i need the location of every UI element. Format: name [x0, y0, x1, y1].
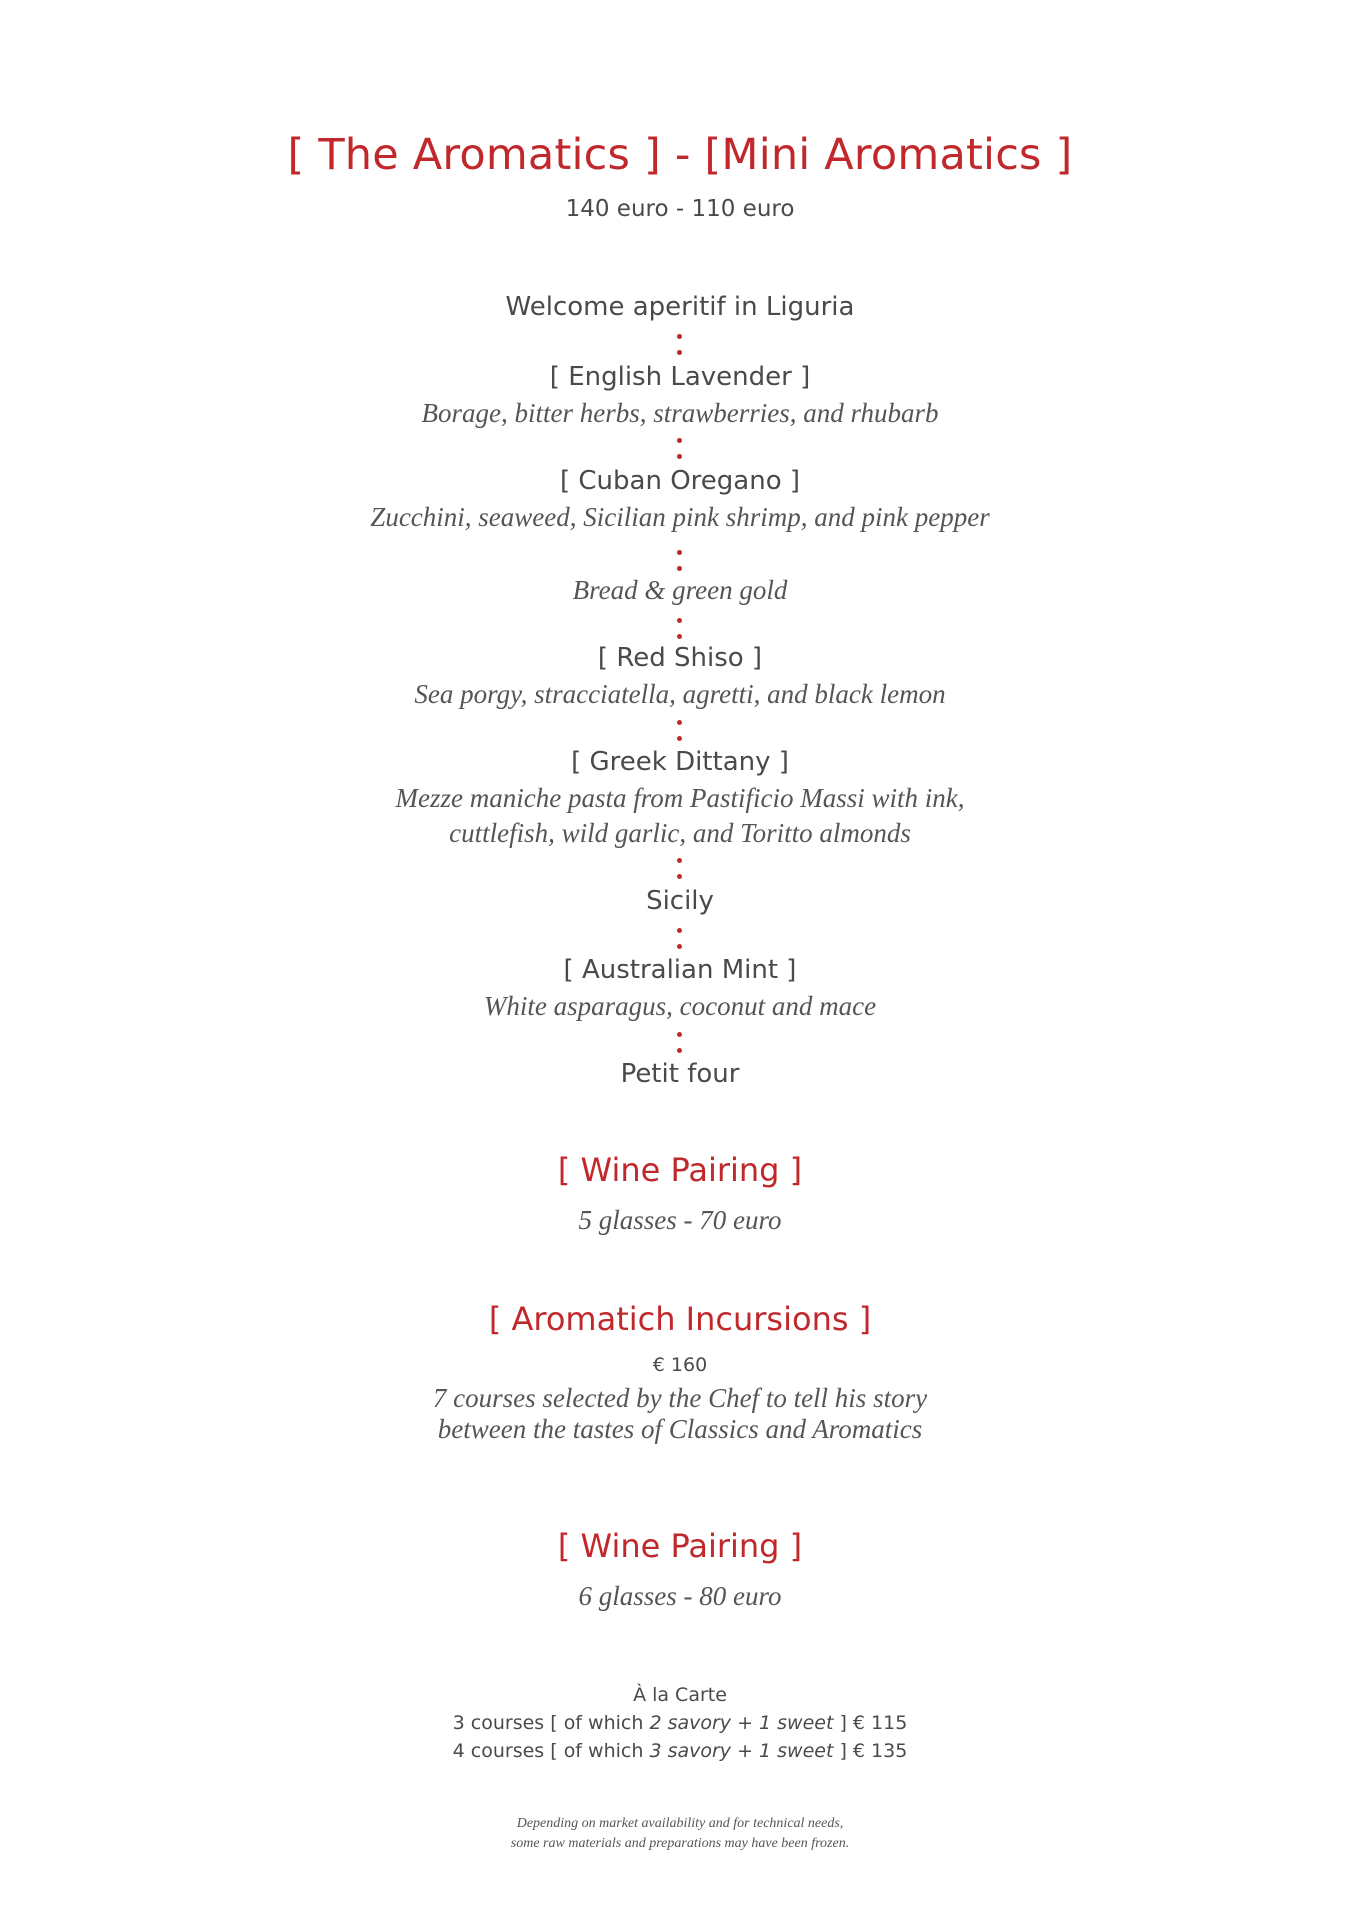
- course-english-lavender-desc: Borage, bitter herbs, strawberries, and rhubarb: [421, 398, 939, 428]
- incursions-desc-2: between the tastes of Classics and Aromatics: [437, 1414, 923, 1444]
- wine-pairing-detail: 5 glasses - 70 euro: [578, 1205, 782, 1235]
- incursions-desc-1: 7 courses selected by the Chef to tell his story: [432, 1383, 928, 1413]
- footnote-line-1: Depending on market availability and for technical needs,: [516, 1816, 844, 1831]
- incursions-price: € 160: [652, 1354, 708, 1376]
- course-australian-mint-desc: White asparagus, coconut and mace: [483, 991, 877, 1021]
- a-la-carte-row-1-pre: 3 courses [ of which: [452, 1712, 650, 1734]
- course-greek-dittany-desc-2: cuttlefish, wild garlic, and Toritto almonds: [449, 818, 911, 848]
- a-la-carte-row-2: [0, 1740, 1360, 1762]
- course-australian-mint: [ Australian Mint ]: [563, 955, 797, 985]
- course-greek-dittany: [ Greek Dittany ]: [571, 747, 789, 777]
- welcome-aperitif: Welcome aperitif in Liguria: [505, 292, 855, 322]
- course-petit-four: Petit four: [620, 1059, 740, 1089]
- course-cuban-oregano: [ Cuban Oregano ]: [559, 466, 801, 496]
- bread-course: Bread & green gold: [572, 575, 788, 605]
- a-la-carte-row-2-italic: 3 savory + 1 sweet: [649, 1740, 834, 1762]
- incursions-title: [ Aromatich Incursions ]: [488, 1300, 872, 1338]
- footnote-line-2: some raw materials and preparations may have been frozen.: [510, 1836, 850, 1851]
- course-sicily: Sicily: [646, 886, 714, 916]
- course-red-shiso-desc: Sea porgy, stracciatella, agretti, and black lemon: [414, 679, 946, 709]
- a-la-carte-row-1-post: ] € 115: [833, 1712, 908, 1734]
- wine-pairing-title-2: [ Wine Pairing ]: [557, 1527, 803, 1565]
- course-cuban-oregano-desc: Zucchini, seaweed, Sicilian pink shrimp, and pink pepper: [370, 502, 990, 532]
- menu-title: [ The Aromatics ] - [Mini Aromatics ]: [287, 130, 1073, 180]
- a-la-carte-title: À la Carte: [633, 1684, 727, 1706]
- menu-price: 140 euro - 110 euro: [565, 196, 795, 222]
- wine-pairing-detail-2: 6 glasses - 80 euro: [578, 1581, 782, 1611]
- course-greek-dittany-desc-1: Mezze maniche pasta from Pastificio Massi with ink,: [395, 783, 965, 813]
- a-la-carte-row-2-pre: 4 courses [ of which: [452, 1740, 650, 1762]
- a-la-carte-row-1-italic: 2 savory + 1 sweet: [649, 1712, 834, 1734]
- a-la-carte-row-2-post: ] € 135: [833, 1740, 908, 1762]
- a-la-carte-row-1: [0, 1712, 1360, 1734]
- course-red-shiso: [ Red Shiso ]: [597, 643, 763, 673]
- wine-pairing-title: [ Wine Pairing ]: [557, 1151, 803, 1189]
- course-english-lavender: [ English Lavender ]: [549, 362, 811, 392]
